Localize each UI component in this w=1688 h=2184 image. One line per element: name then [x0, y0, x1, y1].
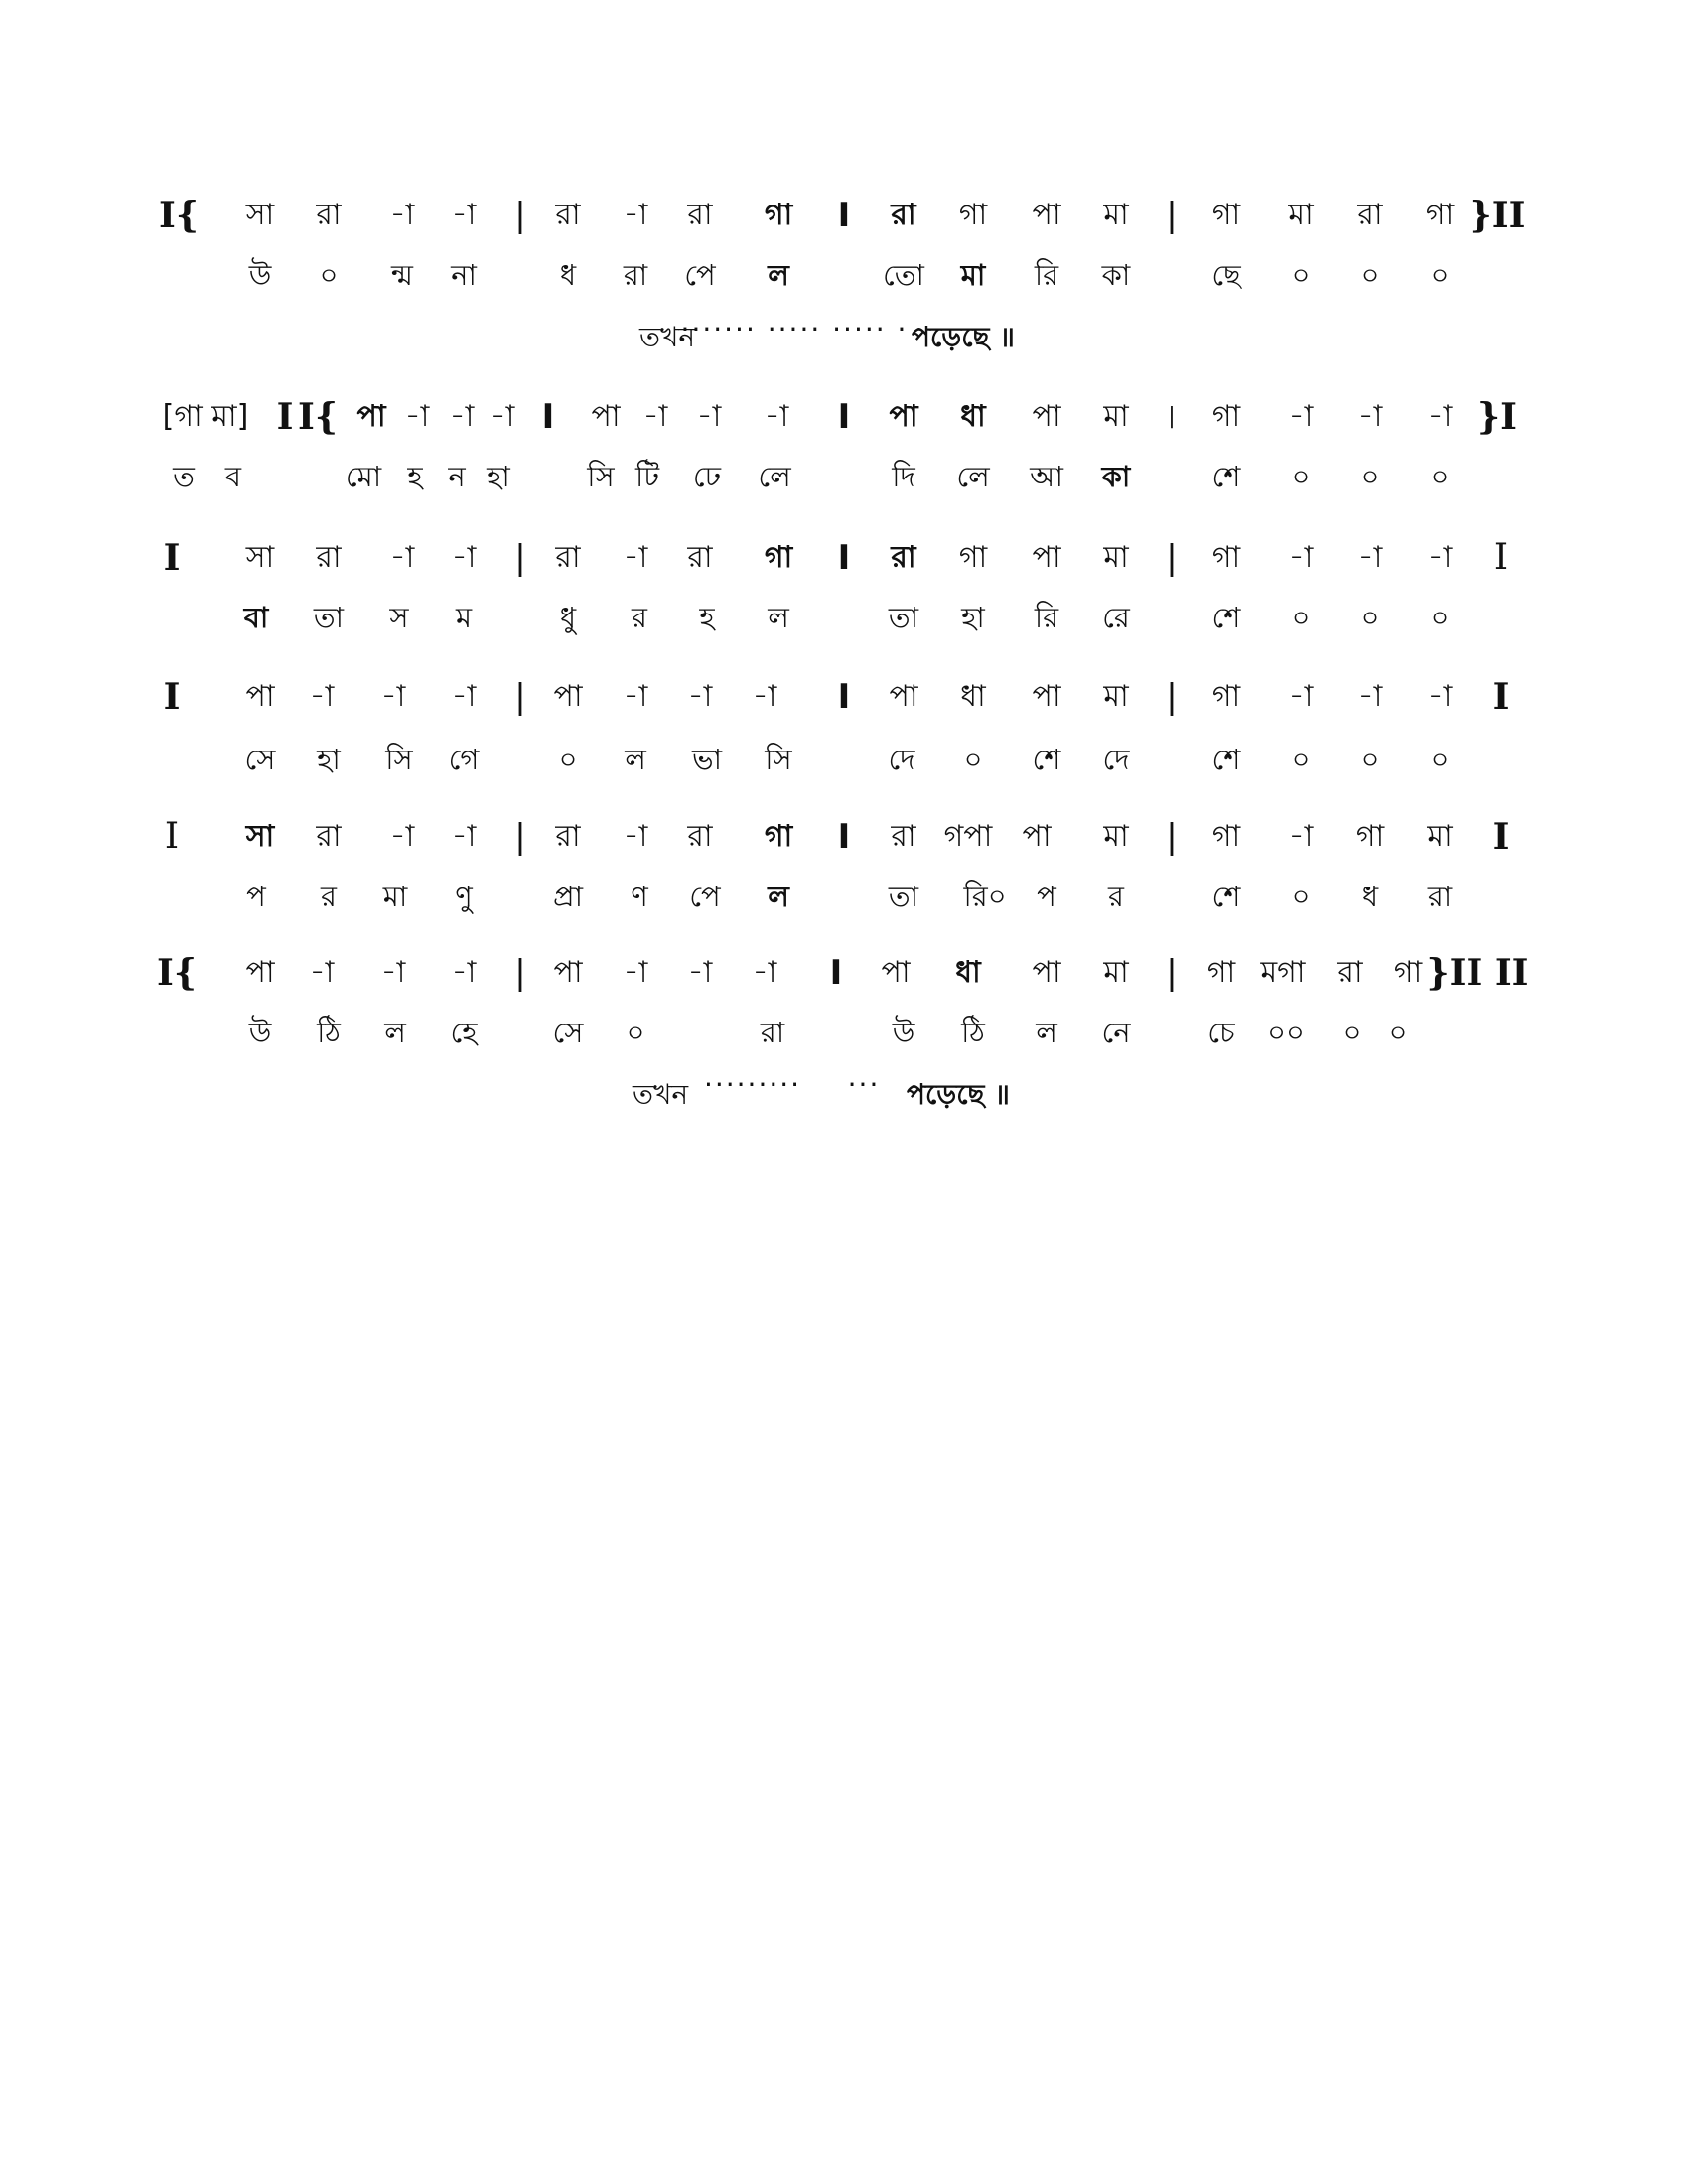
note: -া: [380, 955, 406, 990]
lyric-syllable: রে: [1102, 601, 1130, 634]
note: সা: [245, 819, 275, 854]
note: মা: [1288, 198, 1314, 232]
lyric-syllable: প: [1037, 880, 1056, 913]
note: পা: [1032, 679, 1061, 714]
lyric-syllable: ল: [384, 1016, 406, 1049]
lyric-syllable: তা: [888, 601, 919, 634]
note: গপা: [943, 819, 993, 854]
note: মা: [1103, 399, 1129, 434]
note: পা: [245, 679, 275, 714]
lyric-syllable: ব: [224, 460, 242, 493]
lyric-syllable: শে: [1211, 743, 1241, 776]
lyric-syllable: বা: [243, 601, 269, 634]
note: রা: [891, 540, 916, 575]
lyric-syllable: ল: [768, 601, 789, 634]
refrain-end: পড়েছে ॥: [906, 1078, 1011, 1111]
lyric-syllable: ০: [1430, 460, 1450, 493]
bar-line: I: [837, 196, 851, 235]
lyric-syllable: শে: [1032, 743, 1061, 776]
lyric-syllable: ল: [768, 258, 789, 292]
repeat-start-mark: I{: [157, 952, 197, 994]
note: রা: [316, 819, 342, 854]
lyric-syllable: ঠি: [961, 1016, 985, 1049]
note: গা: [1393, 955, 1423, 990]
note: গা: [958, 198, 988, 232]
note: গা: [1425, 198, 1455, 232]
note: মা: [1103, 679, 1129, 714]
note: ধা: [955, 955, 981, 990]
note: -া: [404, 399, 430, 434]
pre-notes: [গা মা]: [162, 399, 249, 434]
bar-line: I: [1492, 676, 1510, 718]
note: -া: [1427, 540, 1453, 575]
note: পা: [356, 399, 386, 434]
note: ধা: [960, 679, 986, 714]
bar-line: I: [1493, 537, 1509, 578]
note: -া: [451, 819, 477, 854]
lyric-syllable: ০: [319, 258, 339, 292]
lyric-row: [0, 872, 1688, 921]
lyric-row: [0, 452, 1688, 501]
lyric-syllable: দে: [1102, 743, 1130, 776]
bar-line: |: [1166, 953, 1178, 993]
note: রা: [687, 198, 713, 232]
lyric-syllable: সি: [587, 460, 615, 493]
lyric-syllable: রা: [623, 258, 648, 292]
note: -া: [623, 198, 648, 232]
note: মা: [1103, 540, 1129, 575]
note: রা: [687, 819, 713, 854]
lyric-syllable: ঠি: [317, 1016, 341, 1049]
lyric-syllable: ত: [173, 460, 195, 493]
note: রা: [316, 540, 342, 575]
bar-line: I: [163, 676, 181, 718]
note: মগা: [1260, 955, 1306, 990]
note: -া: [380, 679, 406, 714]
note: গা: [1211, 679, 1241, 714]
lyric-syllable: লে: [956, 460, 990, 493]
note: -া: [389, 540, 415, 575]
lyric-syllable: সে: [552, 1016, 584, 1049]
note: গা: [958, 540, 988, 575]
lyric-syllable: হা: [487, 460, 510, 493]
note: -া: [752, 955, 777, 990]
lyric-syllable: র: [321, 880, 337, 913]
lyric-syllable: মা: [382, 880, 408, 913]
lyric-syllable: পে: [684, 258, 716, 292]
refrain-dots: ······· ····· ····· ·: [680, 313, 909, 345]
lyric-syllable: পে: [689, 880, 721, 913]
lyric-syllable: হে: [450, 1016, 478, 1049]
note: পা: [1032, 399, 1061, 434]
note: পা: [553, 679, 583, 714]
note: গা: [764, 540, 793, 575]
lyric-syllable: র: [1108, 880, 1124, 913]
repeat-end-mark: }II: [1469, 195, 1526, 236]
lyric-syllable: ০: [1430, 743, 1450, 776]
bar-line: |: [514, 196, 526, 235]
note: ধা: [960, 399, 986, 434]
lyric-syllable: ঢে: [692, 460, 722, 493]
note: -া: [451, 679, 477, 714]
lyric-syllable: ০: [626, 1016, 645, 1049]
note: পা: [1032, 540, 1061, 575]
bar-line: |: [514, 538, 526, 578]
lyric-syllable: দে: [888, 743, 915, 776]
bar-line: |: [1166, 817, 1178, 857]
lyric-syllable: স: [389, 601, 409, 634]
lyric-syllable: ০: [1430, 258, 1450, 292]
note: -া: [623, 819, 648, 854]
lyric-syllable: কা: [1101, 460, 1131, 493]
lyric-syllable: হা: [317, 743, 341, 776]
lyric-syllable: নে: [1101, 1016, 1131, 1049]
note: -া: [1288, 679, 1314, 714]
note: রা: [1357, 198, 1383, 232]
note: -া: [1357, 679, 1383, 714]
note: পা: [591, 399, 621, 434]
note: রা: [687, 540, 713, 575]
note: -া: [642, 399, 668, 434]
note: রা: [555, 540, 581, 575]
note: -া: [696, 399, 722, 434]
lyric-syllable: রা: [760, 1016, 785, 1049]
note: -া: [490, 399, 515, 434]
note: -া: [1288, 399, 1314, 434]
note: -া: [389, 198, 415, 232]
note: মা: [1427, 819, 1453, 854]
lyric-syllable: ০: [558, 743, 578, 776]
note: গা: [764, 198, 793, 232]
lyric-row: [0, 735, 1688, 784]
note: -া: [451, 955, 477, 990]
repeat-start-mark: I{: [298, 396, 338, 438]
refrain-line: [0, 313, 1688, 362]
lyric-syllable: ০: [1291, 880, 1311, 913]
note: পা: [1022, 819, 1052, 854]
note: -া: [1427, 679, 1453, 714]
note: গা: [1206, 955, 1236, 990]
refrain-dots: ·········: [703, 1068, 802, 1101]
bar-line: I: [837, 397, 851, 437]
lyric-syllable: টি: [634, 460, 660, 493]
lyric-syllable: লে: [758, 460, 791, 493]
note: -া: [764, 399, 789, 434]
note: মা: [1103, 819, 1129, 854]
lyric-syllable: র: [632, 601, 647, 634]
lyric-syllable: গে: [448, 743, 480, 776]
note: -া: [1427, 399, 1453, 434]
lyric-syllable: রি: [1034, 258, 1059, 292]
note: -া: [623, 679, 648, 714]
bar-line: |: [1166, 538, 1178, 578]
lyric-syllable: ০: [1360, 460, 1380, 493]
note: পা: [553, 955, 583, 990]
lyric-syllable: ণ: [631, 880, 648, 913]
lyric-syllable: ণু: [455, 880, 473, 913]
note: -া: [623, 540, 648, 575]
lyric-row: [0, 1008, 1688, 1057]
repeat-end-mark: }II II: [1426, 952, 1529, 994]
lyric-syllable: প: [246, 880, 266, 913]
lyric-syllable: তা: [313, 601, 345, 634]
lyric-syllable: সি: [385, 743, 413, 776]
lyric-row: [0, 593, 1688, 642]
lyric-syllable: ০: [1430, 601, 1450, 634]
note: -া: [623, 955, 648, 990]
lyric-syllable: হ: [407, 460, 423, 493]
lyric-syllable: ধ: [559, 258, 577, 292]
bar-line: I: [1492, 816, 1510, 858]
lyric-syllable: ল: [625, 743, 646, 776]
lyric-syllable: ধু: [559, 601, 577, 634]
bar-line: |: [514, 953, 526, 993]
note: রা: [891, 198, 916, 232]
note: -া: [449, 399, 475, 434]
lyric-syllable: চে: [1207, 1016, 1235, 1049]
lyric-syllable: তো: [883, 258, 924, 292]
lyric-syllable: উ: [892, 1016, 915, 1049]
lyric-syllable: ০: [1388, 1016, 1408, 1049]
lyric-syllable: রি: [1034, 601, 1059, 634]
notation-row: [0, 672, 1688, 722]
refrain-line: [0, 1070, 1688, 1120]
note: -া: [687, 679, 713, 714]
lyric-syllable: প্রা: [552, 880, 584, 913]
note: রা: [555, 819, 581, 854]
lyric-syllable: ০: [1291, 743, 1311, 776]
note: -া: [309, 955, 335, 990]
lyric-syllable: ছে: [1211, 258, 1241, 292]
note: পা: [1032, 198, 1061, 232]
lyric-syllable: কা: [1101, 258, 1131, 292]
note: -া: [309, 679, 335, 714]
note: গা: [764, 819, 793, 854]
note: সা: [245, 198, 275, 232]
lyric-syllable: না: [451, 258, 477, 292]
lyric-syllable: উ: [248, 1016, 272, 1049]
lyric-syllable: শে: [1211, 460, 1241, 493]
note: মা: [1103, 198, 1129, 232]
note: গা: [1355, 819, 1385, 854]
note: রা: [1337, 955, 1363, 990]
lyric-syllable: ০: [1360, 258, 1380, 292]
bar-line: I: [837, 817, 851, 857]
note: সা: [245, 540, 275, 575]
note: -া: [1357, 540, 1383, 575]
lyric-syllable: শে: [1211, 601, 1241, 634]
refrain-end: পড়েছে ॥: [911, 321, 1016, 353]
notation-row: [0, 948, 1688, 998]
note: মা: [1103, 955, 1129, 990]
lyric-syllable: ন: [448, 460, 466, 493]
lyric-syllable: দি: [892, 460, 915, 493]
bar-line: I: [837, 538, 851, 578]
lyric-syllable: ০: [1360, 743, 1380, 776]
note: রা: [316, 198, 342, 232]
bar-line: |: [1168, 404, 1176, 429]
lyric-syllable: ল: [768, 880, 789, 913]
notation-row: [0, 533, 1688, 583]
note: -া: [1357, 399, 1383, 434]
note: রা: [555, 198, 581, 232]
note: পা: [889, 399, 918, 434]
notation-row: [0, 812, 1688, 862]
bar-line: |: [1166, 677, 1178, 717]
lyric-syllable: মো: [345, 460, 382, 493]
lyric-syllable: আ: [1030, 460, 1063, 493]
note: -া: [1288, 540, 1314, 575]
bar-line: I: [829, 953, 843, 993]
note: পা: [881, 955, 911, 990]
lyric-syllable: ০০: [1267, 1016, 1305, 1049]
notation-row: [0, 392, 1688, 442]
bar-line: I: [541, 397, 555, 437]
refrain-word: তখন: [632, 1078, 689, 1111]
bar-line: I: [837, 677, 851, 717]
lyric-syllable: রি০: [963, 880, 1007, 913]
note: পা: [1032, 955, 1061, 990]
lyric-syllable: শে: [1211, 880, 1241, 913]
bar-line: |: [514, 677, 526, 717]
notation-row: [0, 191, 1688, 240]
lyric-syllable: ০: [1291, 601, 1311, 634]
note: -া: [389, 819, 415, 854]
lyric-syllable: রা: [1427, 880, 1453, 913]
note: রা: [891, 819, 916, 854]
lyric-syllable: হ: [699, 601, 715, 634]
lyric-syllable: ০: [1291, 460, 1311, 493]
refrain-dots: ···: [847, 1068, 881, 1101]
repeat-end-mark: }I: [1477, 396, 1517, 438]
refrain-word: তখন: [638, 321, 696, 353]
lyric-syllable: ল: [1036, 1016, 1057, 1049]
bar-line: I: [164, 816, 180, 857]
note: পা: [889, 679, 918, 714]
lyric-syllable: উ: [248, 258, 272, 292]
note: -া: [687, 955, 713, 990]
note: গা: [1211, 198, 1241, 232]
note: গা: [1211, 540, 1241, 575]
note: গা: [1211, 399, 1241, 434]
lyric-syllable: ০: [963, 743, 983, 776]
note: -া: [752, 679, 777, 714]
bar-line: I: [276, 396, 294, 438]
note: পা: [245, 955, 275, 990]
note: -া: [451, 540, 477, 575]
lyric-syllable: হা: [961, 601, 985, 634]
note: গা: [1211, 819, 1241, 854]
lyric-syllable: ০: [1342, 1016, 1362, 1049]
lyric-syllable: ধ: [1361, 880, 1379, 913]
lyric-syllable: ম: [455, 601, 473, 634]
lyric-syllable: ০: [1360, 601, 1380, 634]
lyric-syllable: সি: [765, 743, 792, 776]
lyric-syllable: তা: [888, 880, 919, 913]
lyric-syllable: সে: [244, 743, 276, 776]
lyric-syllable: ০: [1291, 258, 1311, 292]
repeat-start-mark: I{: [159, 195, 199, 236]
note: -া: [1288, 819, 1314, 854]
lyric-row: [0, 250, 1688, 300]
lyric-syllable: ভা: [691, 743, 723, 776]
lyric-syllable: ন্ম: [391, 258, 413, 292]
bar-line: |: [1166, 196, 1178, 235]
bar-line: I: [163, 537, 181, 579]
bar-line: |: [514, 817, 526, 857]
lyric-syllable: মা: [960, 258, 986, 292]
note: -া: [451, 198, 477, 232]
